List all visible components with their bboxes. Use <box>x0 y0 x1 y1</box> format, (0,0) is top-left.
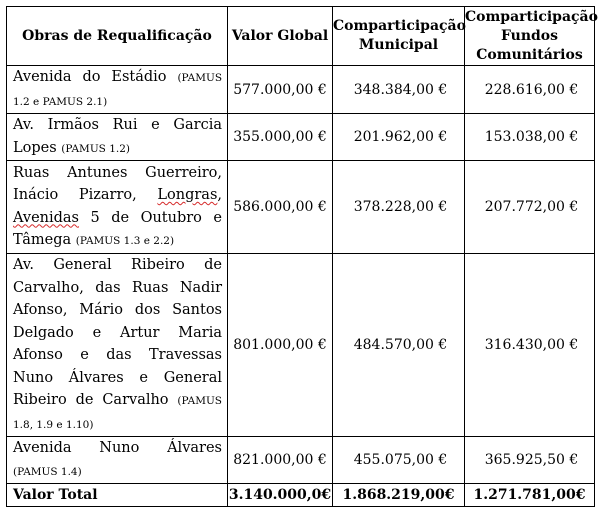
row-description <box>7 437 228 484</box>
row-description <box>7 114 228 161</box>
table-row <box>7 254 595 437</box>
header-obras: Obras de Requalificação <box>7 7 228 66</box>
table-row <box>7 437 595 484</box>
row-fundos: 153.038,00 € <box>465 114 595 161</box>
row-fundos: 228.616,00 € <box>465 66 595 114</box>
row-name-part: 5 de Outubro e Tâmega <box>13 209 222 248</box>
requalification-table <box>6 6 598 507</box>
row-description <box>7 66 228 114</box>
header-valor-global: Valor Global <box>228 7 333 66</box>
row-name: Avenida do Estádio <box>13 69 167 85</box>
row-valor-global: 586.000,00 € <box>228 161 333 254</box>
table-row <box>7 161 595 254</box>
table-row <box>7 66 595 114</box>
row-name: Avenida Nuno Álvares <box>13 440 222 456</box>
row-valor-global: 355.000,00 € <box>228 114 333 161</box>
row-pamus-ref: (PAMUS 1.4) <box>13 465 82 478</box>
header-fundos-line-3: Comunitários <box>476 46 583 63</box>
row-name-part: , <box>217 187 222 203</box>
row-valor-global: 577.000,00 € <box>228 66 333 114</box>
row-name-part: Ruas Antunes Guerreiro, Inácio Pizarro, <box>13 164 222 203</box>
header-municipal-line-1: Comparticipação <box>333 18 466 34</box>
table-header-row <box>7 7 595 66</box>
row-municipal: 201.962,00 € <box>333 114 465 161</box>
row-pamus-ref: (PAMUS 1.2 e PAMUS 2.1) <box>13 72 223 108</box>
row-pamus-ref: (PAMUS 1.2) <box>61 142 130 155</box>
row-fundos: 365.925,50 € <box>465 437 595 484</box>
header-comparticipacao-fundos <box>465 7 598 66</box>
row-municipal: 455.075,00 € <box>333 437 465 484</box>
row-name: Av. General Ribeiro de Carvalho, das Ruas Nadir Afonso, Mário dos Santos Delgado e Artur Maria Afonso e das Travessas Nuno Álvares e General Ribeiro de Carvalho <box>13 257 222 408</box>
spellcheck-underlined-word: Avenidas <box>13 209 80 226</box>
row-valor-global: 801.000,00 € <box>228 254 333 437</box>
header-comparticipacao-municipal <box>333 7 465 66</box>
total-fundos: 1.271.781,00€ <box>465 484 595 507</box>
row-name: Av. Irmãos Rui e Garcia Lopes <box>13 117 222 156</box>
total-row <box>7 484 595 507</box>
total-municipal: 1.868.219,00€ <box>333 484 465 507</box>
row-pamus-ref: (PAMUS 1.8, 1.9 e 1.10) <box>13 395 222 431</box>
row-municipal: 348.384,00 € <box>333 66 465 114</box>
row-description <box>7 254 228 437</box>
row-description <box>7 161 228 254</box>
row-fundos: 207.772,00 € <box>465 161 595 254</box>
row-municipal: 484.570,00 € <box>333 254 465 437</box>
header-fundos-line-1: Comparticipação <box>465 8 598 25</box>
header-municipal-line-2: Municipal <box>358 37 439 53</box>
total-valor-global: 3.140.000,0€ <box>228 484 333 507</box>
spellcheck-underlined-word: Longras <box>157 187 218 203</box>
row-pamus-ref: (PAMUS 1.3 e 2.2) <box>75 235 175 247</box>
table-row <box>7 114 595 161</box>
row-municipal: 378.228,00 € <box>333 161 465 254</box>
row-valor-global: 821.000,00 € <box>228 437 333 484</box>
header-fundos-line-2: Fundos <box>500 27 559 44</box>
total-label: Valor Total <box>7 484 228 507</box>
row-fundos: 316.430,00 € <box>465 254 595 437</box>
